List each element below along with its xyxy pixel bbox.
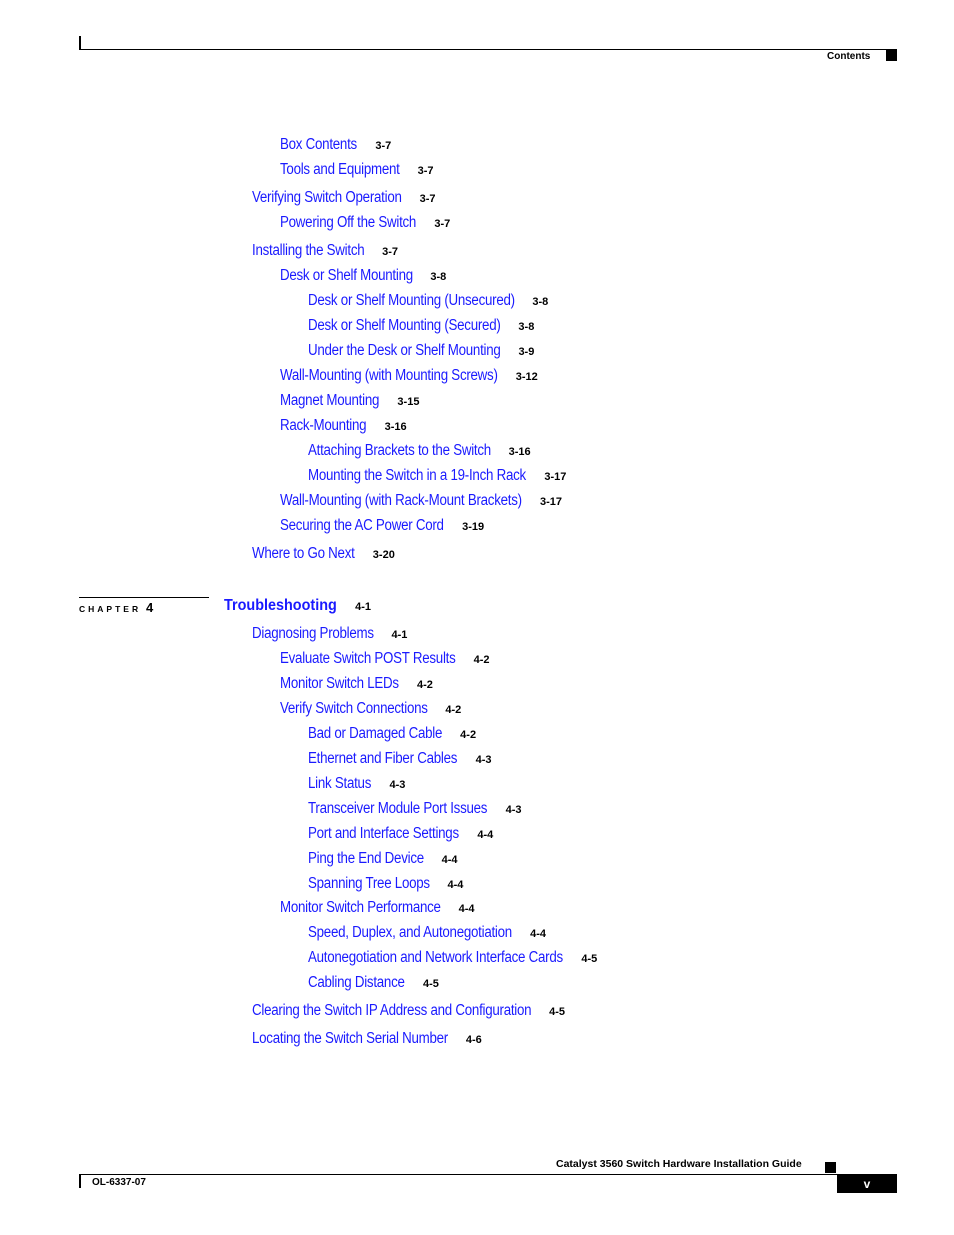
toc-entry-page: 3-16 — [508, 446, 531, 458]
toc-entry-title[interactable]: Wall-Mounting (with Rack-Mount Brackets) — [280, 492, 522, 509]
toc-entry[interactable] — [308, 442, 531, 460]
toc-entry-page: 4-2 — [460, 729, 477, 741]
chapter-label: CHAPTER — [79, 604, 142, 614]
toc-entry[interactable] — [280, 675, 433, 693]
toc-entry-page: 3-17 — [544, 471, 567, 483]
toc-entry-title[interactable]: Clearing the Switch IP Address and Configuration — [252, 1002, 532, 1019]
toc-entry-page: 4-4 — [447, 879, 464, 891]
toc-entry-page: 4-4 — [441, 854, 458, 866]
toc-entry-title[interactable]: Monitor Switch LEDs — [280, 675, 399, 692]
toc-entry[interactable] — [280, 136, 391, 154]
toc-entry-title[interactable]: Attaching Brackets to the Switch — [308, 442, 491, 459]
toc-entry-page: 4-4 — [477, 829, 494, 841]
footer-doc-number: OL-6337-07 — [92, 1177, 146, 1188]
toc-entry[interactable] — [280, 899, 475, 917]
toc-entry[interactable] — [280, 161, 434, 179]
header-black-square — [886, 50, 897, 61]
toc-entry-page: 3-7 — [434, 218, 451, 230]
toc-entry-page: 3-12 — [515, 371, 538, 383]
toc-entry[interactable] — [280, 367, 538, 385]
toc-entry[interactable] — [252, 1002, 565, 1020]
toc-entry-title[interactable]: Link Status — [308, 775, 372, 792]
toc-entry-title[interactable]: Powering Off the Switch — [280, 214, 417, 231]
header-rule — [79, 49, 897, 50]
toc-entry-title[interactable]: Box Contents — [280, 136, 357, 153]
toc-entry[interactable] — [252, 545, 395, 563]
toc-entry-page: 3-7 — [419, 193, 436, 205]
footer-guide-title: Catalyst 3560 Switch Hardware Installation Guide — [556, 1158, 802, 1170]
toc-entry[interactable] — [308, 292, 548, 310]
toc-entry-title[interactable]: Ethernet and Fiber Cables — [308, 750, 458, 767]
toc-entry[interactable] — [308, 750, 492, 768]
toc-entry[interactable] — [308, 775, 405, 793]
footer-left-mark — [79, 1174, 81, 1188]
toc-entry[interactable] — [252, 242, 398, 260]
chapter-title[interactable]: Troubleshooting — [224, 597, 337, 614]
toc-entry[interactable] — [308, 850, 458, 868]
toc-entry-title[interactable]: Under the Desk or Shelf Mounting — [308, 342, 501, 359]
toc-entry-page: 3-7 — [382, 246, 399, 258]
toc-entry-title[interactable]: Monitor Switch Performance — [280, 899, 441, 916]
toc-entry-title[interactable]: Locating the Switch Serial Number — [252, 1030, 448, 1047]
toc-entry[interactable] — [308, 875, 463, 893]
toc-entry-title[interactable]: Diagnosing Problems — [252, 625, 374, 642]
toc-entry-title[interactable]: Spanning Tree Loops — [308, 875, 430, 892]
toc-entry-page: 4-2 — [416, 679, 433, 691]
chapter-page: 4-1 — [355, 601, 372, 613]
toc-entry[interactable] — [308, 949, 597, 967]
toc-entry-title[interactable]: Autonegotiation and Network Interface Cards — [308, 949, 563, 966]
toc-entry-page: 4-5 — [581, 953, 598, 965]
toc-entry-title[interactable]: Desk or Shelf Mounting (Unsecured) — [308, 292, 515, 309]
toc-entry-page: 3-15 — [397, 396, 420, 408]
toc-entry[interactable] — [280, 700, 461, 718]
toc-entry-title[interactable]: Evaluate Switch POST Results — [280, 650, 456, 667]
toc-entry-title[interactable]: Transceiver Module Port Issues — [308, 800, 488, 817]
toc-entry-page: 4-3 — [505, 804, 522, 816]
toc-entry-title[interactable]: Bad or Damaged Cable — [308, 725, 443, 742]
toc-entry-title[interactable]: Tools and Equipment — [280, 161, 400, 178]
toc-entry-title[interactable]: Wall-Mounting (with Mounting Screws) — [280, 367, 498, 384]
footer-rule — [79, 1174, 897, 1175]
toc-entry-title[interactable]: Installing the Switch — [252, 242, 365, 259]
toc-entry[interactable] — [308, 725, 476, 743]
toc-entry[interactable] — [252, 625, 407, 643]
toc-entry-title[interactable]: Cabling Distance — [308, 974, 405, 991]
toc-entry-page: 3-16 — [384, 421, 407, 433]
toc-entry-page: 3-17 — [539, 496, 562, 508]
header-section-label: Contents — [827, 51, 871, 62]
toc-entry[interactable] — [252, 1030, 482, 1048]
toc-entry-page: 3-8 — [430, 271, 447, 283]
chapter-rule — [79, 597, 209, 598]
toc-entry[interactable] — [308, 825, 493, 843]
toc-entry-title[interactable]: Ping the End Device — [308, 850, 424, 867]
toc-entry-title[interactable]: Desk or Shelf Mounting (Secured) — [308, 317, 501, 334]
toc-entry-title[interactable]: Securing the AC Power Cord — [280, 517, 444, 534]
toc-entry-page: 3-8 — [532, 296, 549, 308]
toc-entry-page: 4-5 — [423, 978, 439, 990]
toc-entry[interactable] — [280, 517, 484, 535]
toc-entry[interactable] — [308, 342, 534, 360]
footer-page-number: v — [837, 1175, 897, 1193]
toc-entry[interactable] — [308, 317, 534, 335]
toc-entry-title[interactable]: Magnet Mounting — [280, 392, 380, 409]
toc-entry[interactable] — [308, 467, 566, 485]
toc-entry-page: 3-20 — [372, 549, 395, 561]
footer-small-square — [825, 1162, 836, 1173]
toc-entry[interactable] — [280, 650, 490, 668]
toc-entry-page: 4-2 — [473, 654, 490, 666]
header-left-mark — [79, 36, 81, 50]
toc-entry[interactable] — [308, 800, 521, 818]
toc-entry[interactable] — [280, 214, 450, 232]
toc-entry[interactable] — [280, 267, 446, 285]
toc-entry[interactable] — [280, 417, 407, 435]
toc-entry-title[interactable]: Where to Go Next — [252, 545, 355, 562]
toc-entry-title[interactable]: Verifying Switch Operation — [252, 189, 402, 206]
toc-entry-page: 3-7 — [417, 165, 434, 177]
toc-entry[interactable] — [252, 189, 436, 207]
toc-entry-page: 4-6 — [465, 1034, 482, 1046]
toc-entry-page: 4-2 — [445, 704, 462, 716]
toc-entry-page: 4-3 — [475, 754, 492, 766]
toc-entry-page: 4-4 — [458, 903, 475, 915]
toc-entry-title[interactable]: Verify Switch Connections — [280, 700, 428, 717]
toc-entry-title[interactable]: Mounting the Switch in a 19-Inch Rack — [308, 467, 526, 484]
toc-entry-title[interactable]: Desk or Shelf Mounting — [280, 267, 413, 284]
toc-entry-page: 4-5 — [549, 1006, 566, 1018]
toc-entry-page: 3-8 — [518, 321, 535, 333]
toc-entry[interactable] — [308, 924, 546, 942]
toc-entry-title[interactable]: Port and Interface Settings — [308, 825, 459, 842]
toc-entry-title[interactable]: Speed, Duplex, and Autonegotiation — [308, 924, 512, 941]
toc-entry-page: 3-19 — [462, 521, 485, 533]
toc-entry-page: 4-1 — [391, 629, 408, 641]
toc-entry[interactable] — [280, 392, 419, 410]
chapter-entry[interactable] — [224, 597, 371, 615]
toc-entry[interactable] — [280, 492, 562, 510]
toc-entry-page: 4-3 — [389, 779, 406, 791]
toc-entry[interactable] — [308, 974, 439, 992]
toc-entry-page: 3-9 — [518, 346, 535, 358]
toc-entry-page: 4-4 — [530, 928, 546, 940]
chapter-number: 4 — [146, 600, 154, 615]
toc-entry-title[interactable]: Rack-Mounting — [280, 417, 367, 434]
toc-entry-page: 3-7 — [375, 140, 392, 152]
